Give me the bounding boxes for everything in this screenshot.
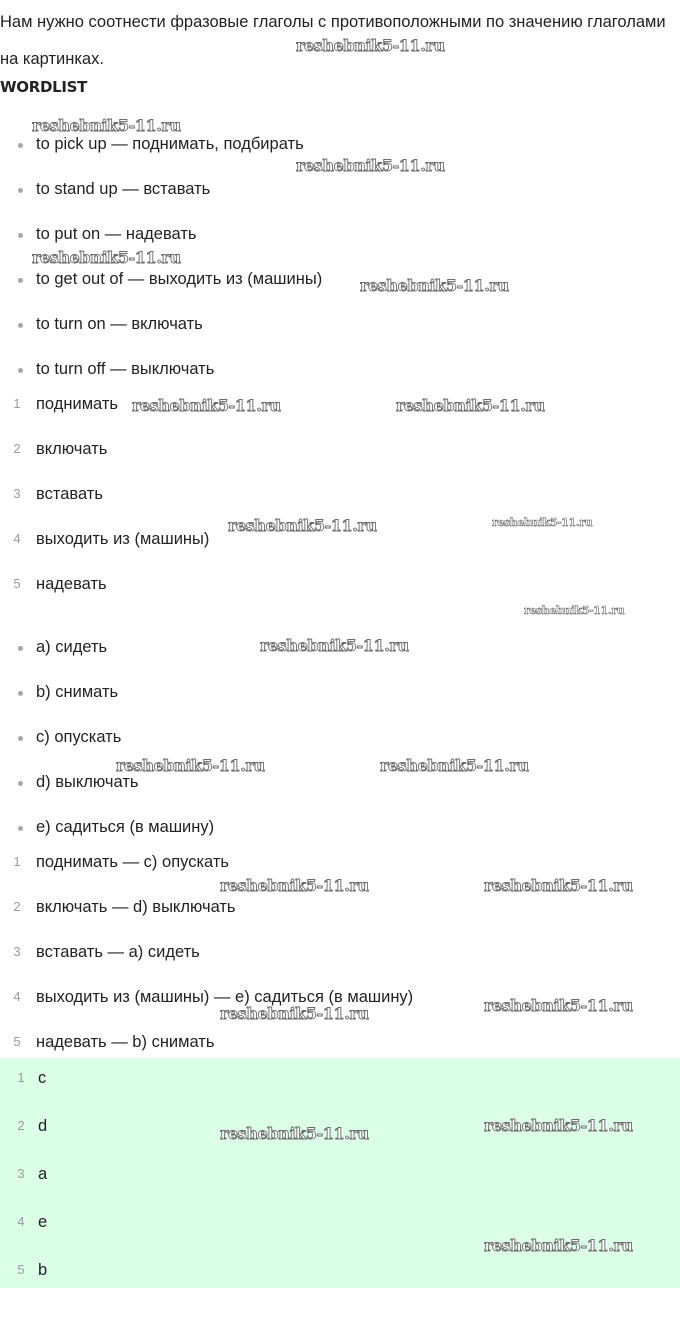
item-number: 4 <box>13 989 21 1004</box>
watermark: reshebnik5-11.ru <box>220 1004 369 1023</box>
watermark: reshebnik5-11.ru <box>492 516 593 529</box>
item-number: 5 <box>13 576 21 591</box>
answer-text: a <box>38 1165 48 1183</box>
watermark: reshebnik5-11.ru <box>220 876 369 895</box>
watermark: reshebnik5-11.ru <box>32 248 181 267</box>
list-item <box>0 854 413 899</box>
item-text: поднимать — c) опускать <box>36 853 229 871</box>
list-item <box>0 136 322 181</box>
answers-list <box>0 1070 47 1310</box>
watermark: reshebnik5-11.ru <box>296 36 445 55</box>
watermark: reshebnik5-11.ru <box>524 604 625 617</box>
list-item <box>0 1070 47 1118</box>
list-item <box>0 181 322 226</box>
wordlist-item-text: to put on — надевать <box>36 225 197 243</box>
item-text: c) опускать <box>36 728 122 746</box>
bullet-icon <box>18 368 23 373</box>
wordlist-item-text: to turn on — включать <box>36 315 203 333</box>
list-item <box>0 486 209 531</box>
task-description: Нам нужно соотнести фразовые глаголы с противоположными по значению глаголами на картинках. <box>0 13 666 68</box>
watermark: reshebnik5-11.ru <box>396 396 545 415</box>
answer-text: d <box>38 1117 48 1135</box>
list-item <box>0 441 209 486</box>
item-text: d) выключать <box>36 773 139 791</box>
bullet-icon <box>18 143 23 148</box>
wordlist-item-text: to pick up — поднимать, подбирать <box>36 135 304 153</box>
watermark: reshebnik5-11.ru <box>132 396 281 415</box>
item-number: 3 <box>17 1166 25 1181</box>
item-number: 5 <box>13 1034 21 1049</box>
answer-text: c <box>38 1069 47 1087</box>
item-number: 5 <box>17 1262 25 1277</box>
item-text: выходить из (машины) <box>36 530 210 548</box>
wordlist-item-text: to get out of — выходить из (машины) <box>36 270 323 288</box>
item-text: поднимать <box>36 395 119 413</box>
pairs-list <box>0 854 413 1079</box>
watermark: reshebnik5-11.ru <box>484 996 633 1015</box>
list-item <box>0 576 209 621</box>
watermark: reshebnik5-11.ru <box>228 516 377 535</box>
watermark: reshebnik5-11.ru <box>260 636 409 655</box>
watermark: reshebnik5-11.ru <box>484 1116 633 1135</box>
wordlist-item-text: to stand up — вставать <box>36 180 211 198</box>
list-item <box>0 1214 47 1262</box>
opposites-list <box>0 639 214 864</box>
item-number: 4 <box>13 531 21 546</box>
item-text: вставать <box>36 485 103 503</box>
item-number: 4 <box>17 1214 25 1229</box>
list-item <box>0 944 413 989</box>
bullet-icon <box>18 323 23 328</box>
item-number: 1 <box>13 396 21 411</box>
watermark: reshebnik5-11.ru <box>360 276 509 295</box>
bullet-icon <box>18 691 23 696</box>
watermark: reshebnik5-11.ru <box>220 1124 369 1143</box>
answer-text: e <box>38 1213 48 1231</box>
watermark: reshebnik5-11.ru <box>484 1236 633 1255</box>
list-item <box>0 729 214 774</box>
item-number: 2 <box>13 441 21 456</box>
list-item <box>0 774 214 819</box>
item-number: 3 <box>13 944 21 959</box>
item-text: b) снимать <box>36 683 119 701</box>
item-number: 2 <box>17 1118 25 1133</box>
list-item <box>0 639 214 684</box>
watermark: reshebnik5-11.ru <box>116 756 265 775</box>
list-item <box>0 226 322 271</box>
bullet-icon <box>18 233 23 238</box>
item-text: вставать — a) сидеть <box>36 943 200 961</box>
item-text: e) садиться (в машину) <box>36 818 215 836</box>
item-number: 3 <box>13 486 21 501</box>
item-number: 2 <box>13 899 21 914</box>
item-number: 1 <box>17 1070 25 1085</box>
list-item <box>0 1262 47 1310</box>
bullet-icon <box>18 781 23 786</box>
wordlist <box>0 136 322 406</box>
wordlist-item-text: to turn off — выключать <box>36 360 215 378</box>
item-text: надевать — b) снимать <box>36 1033 215 1051</box>
wordlist-heading: WORDLIST <box>0 78 88 96</box>
watermark: reshebnik5-11.ru <box>32 116 181 135</box>
watermark: reshebnik5-11.ru <box>296 156 445 175</box>
bullet-icon <box>18 278 23 283</box>
list-item <box>0 316 322 361</box>
bullet-icon <box>18 646 23 651</box>
answer-box <box>0 1058 680 1288</box>
watermark: reshebnik5-11.ru <box>380 756 529 775</box>
list-item <box>0 899 413 944</box>
bullet-icon <box>18 826 23 831</box>
list-item <box>0 396 209 441</box>
item-text: a) сидеть <box>36 638 108 656</box>
watermark: reshebnik5-11.ru <box>484 876 633 895</box>
russian-verbs-list <box>0 396 209 621</box>
item-text: включать <box>36 440 108 458</box>
item-text: включать — d) выключать <box>36 898 236 916</box>
list-item <box>0 271 322 316</box>
answer-text: b <box>38 1261 48 1279</box>
list-item <box>0 989 413 1034</box>
bullet-icon <box>18 188 23 193</box>
item-text: выходить из (машины) — e) садиться (в машину) <box>36 988 414 1006</box>
item-number: 1 <box>13 854 21 869</box>
list-item <box>0 684 214 729</box>
bullet-icon <box>18 736 23 741</box>
item-text: надевать <box>36 575 107 593</box>
list-item <box>0 1166 47 1214</box>
list-item <box>0 1118 47 1166</box>
list-item <box>0 531 209 576</box>
